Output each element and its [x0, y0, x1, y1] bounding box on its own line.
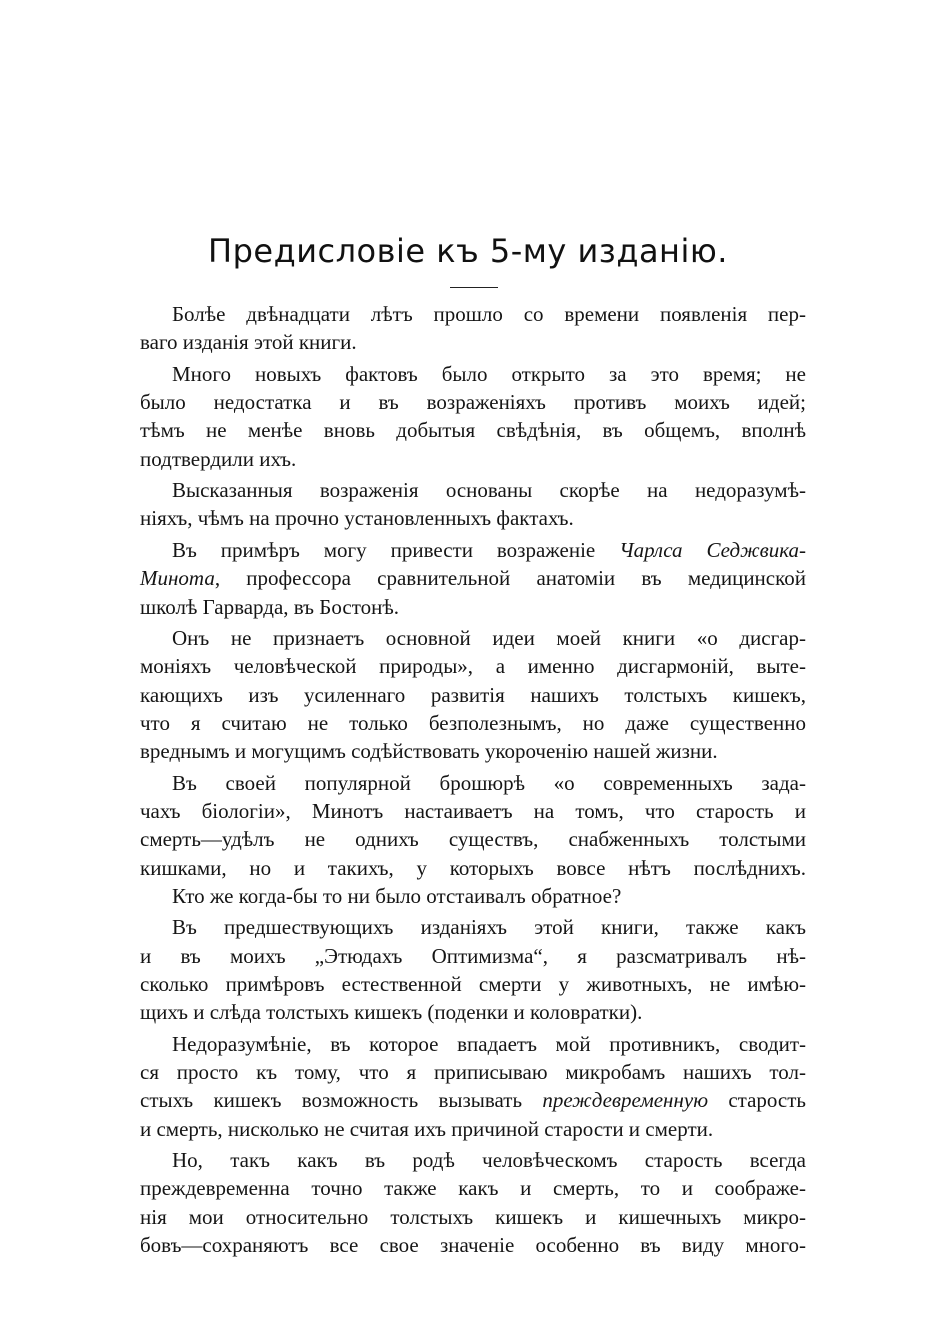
author-name-italic: Минота	[140, 566, 215, 591]
paragraph-3	[140, 476, 806, 533]
text-line	[140, 1086, 806, 1114]
paragraph-6	[140, 769, 806, 910]
text-line: щихъ и слѣда толстыхъ кишекъ (поденки и коловратки).	[140, 1000, 643, 1025]
paragraph-2	[140, 360, 806, 473]
text-line: Много новыхъ фактовъ было открыто за это время; не	[172, 361, 806, 386]
text-line: смерть—удѣлъ не однихъ существъ, снабженныхъ толстыми	[140, 827, 806, 852]
text-line: вреднымъ и могущимъ содѣйствовать укороченію нашей жизни.	[140, 739, 718, 764]
text-line: ваго изданія этой книги.	[140, 330, 357, 355]
paragraph-8	[140, 1030, 806, 1143]
paragraph-4	[140, 536, 806, 621]
text-line: было недостатка и въ возраженіяхъ противъ моихъ идей;	[140, 390, 806, 415]
text-line: преждевременна точно также какъ и смерть, то и соображе-	[140, 1176, 806, 1201]
page-title: Предисловіе къ 5-му изданію.	[208, 232, 728, 270]
text-line: нія мои относительно толстыхъ кишекъ и кишечныхъ микро-	[140, 1204, 806, 1229]
text-line: Въ предшествующихъ изданіяхъ этой книги, также какъ	[172, 915, 806, 940]
text-line: чахъ біологіи», Минотъ настаиваетъ на томъ, что старость и	[140, 798, 806, 823]
author-name-italic: Чарлса Седжвика-	[619, 537, 807, 562]
paragraph-5	[140, 624, 806, 765]
text-line: кишками, но и такихъ, у которыхъ вовсе нѣтъ послѣднихъ.	[140, 855, 806, 880]
preface-body	[140, 300, 806, 1262]
text-segment: стыхъ кишекъ возможность вызывать	[140, 1088, 523, 1113]
text-line: Онъ не признаетъ основной идеи моей книги «о дисгар-	[172, 626, 806, 651]
text-line: ніяхъ, чѣмъ на прочно установленныхъ фактахъ.	[140, 506, 574, 531]
text-line: подтвердили ихъ.	[140, 446, 297, 471]
paragraph-7	[140, 913, 806, 1026]
text-line: Кто же когда-бы то ни было отстаивалъ обратное?	[172, 883, 622, 908]
text-line: ся просто къ тому, что я приписываю микробамъ нашихъ тол-	[140, 1060, 806, 1085]
text-segment: Въ примѣръ могу привести возраженіе	[172, 537, 596, 562]
title-divider	[450, 287, 498, 288]
text-line: Въ своей популярной брошюрѣ «о современныхъ зада-	[172, 770, 806, 795]
text-line: сколько примѣровъ естественной смерти у животныхъ, не имѣю-	[140, 971, 806, 996]
text-segment: старость	[728, 1088, 807, 1113]
text-line: школѣ Гарварда, въ Бостонѣ.	[140, 594, 399, 619]
text-line: что я считаю не только безполезнымъ, но даже существенно	[140, 710, 806, 735]
text-line: Высказанныя возраженія основаны скорѣе на недоразумѣ-	[172, 478, 806, 503]
text-line	[140, 536, 806, 564]
text-line: бовъ—сохраняютъ все свое значеніе особенно въ виду много-	[140, 1233, 806, 1257]
emphasis-italic: преждевременную	[542, 1088, 709, 1113]
text-line: кающихъ изъ усиленнаго развитія нашихъ толстыхъ кишекъ,	[140, 682, 806, 707]
text-line: тѣмъ не менѣе вновь добытыя свѣдѣнія, въ общемъ, вполнѣ	[140, 418, 806, 443]
text-line: Болѣе двѣнадцати лѣтъ прошло со времени появленія пер-	[172, 302, 806, 326]
text-line: Но, такъ какъ въ родѣ человѣческомъ старость всегда	[172, 1148, 806, 1173]
text-segment: , профессора сравнительной анатоміи въ медицинской	[214, 566, 806, 591]
text-line: моніяхъ человѣческой природы», а именно дисгармоній, выте-	[140, 654, 806, 679]
text-line: Недоразумѣніе, въ которое впадаетъ мой противникъ, сводит-	[172, 1031, 806, 1056]
text-line: и въ моихъ „Этюдахъ Оптимизма“, я разсматривалъ нѣ-	[140, 943, 806, 968]
text-line	[140, 564, 806, 592]
text-line: и смерть, нисколько не считая ихъ причиной старости и смерти.	[140, 1116, 714, 1141]
paragraph-1	[140, 300, 806, 357]
paragraph-9	[140, 1146, 806, 1259]
